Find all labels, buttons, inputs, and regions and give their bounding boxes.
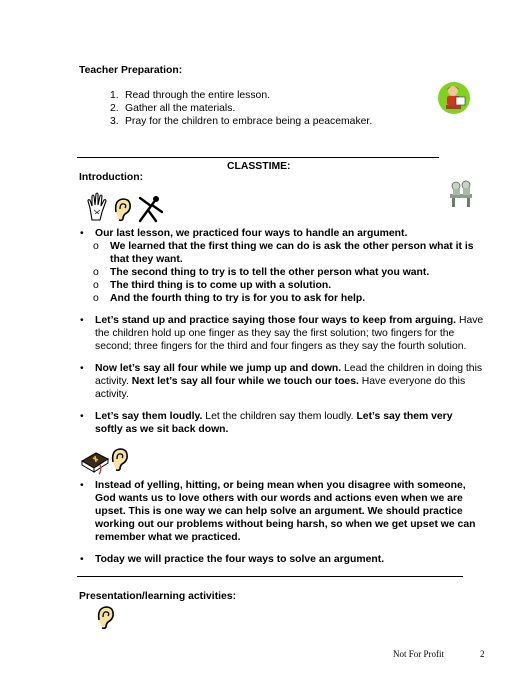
- bold-text: Let’s say them very: [356, 411, 453, 422]
- bold-text: We should practice: [364, 506, 463, 517]
- bullet-marker: •: [80, 411, 84, 422]
- sub-bullet-1-line-2: that they want.: [110, 254, 183, 265]
- sub-bullet-1-line-1: We learned that the first thing we can do is ask the other person what it is: [110, 241, 474, 252]
- ear-icon-3: [94, 604, 116, 630]
- body-text: Lead the children in doing this: [341, 363, 483, 374]
- prep-step-3: [110, 115, 373, 128]
- hand-icon: [86, 192, 108, 222]
- stretching-person-icon: [134, 194, 166, 224]
- bold-text: Let’s say them loudly.: [95, 411, 203, 422]
- sub-bullet-marker: o: [93, 241, 99, 252]
- intro-bullet-5-line-4: working out our problems without being harsh, so when we get upset we can: [95, 519, 476, 530]
- sub-bullet-marker: o: [93, 293, 99, 304]
- intro-bullet-5-line-1: Instead of yelling, hitting, or being mean when you disagree with someone,: [95, 480, 466, 491]
- sub-bullet-2: The second thing to try is to tell the other person what you want.: [110, 267, 430, 278]
- prep-step-number: 2.: [110, 103, 119, 114]
- bold-text: upset.: [95, 506, 129, 517]
- intro-bullet-5-line-2: God wants us to love others with our words and actions even when we are: [95, 493, 463, 504]
- bold-text: This is one way we can help solve an argument.: [128, 506, 365, 517]
- presentation-heading: Presentation/learning activities:: [79, 591, 237, 602]
- bold-text: Let’s stand up and practice saying those four ways to keep from arguing.: [95, 315, 457, 326]
- prep-step-number: 1.: [110, 90, 119, 101]
- sub-bullet-4: And the fourth thing to try is for you to ask for help.: [110, 293, 366, 304]
- prep-step-1: [110, 89, 270, 102]
- intro-bullet-1: Our last lesson, we practiced four ways to handle an argument.: [95, 228, 408, 239]
- introduction-heading: Introduction:: [79, 172, 144, 183]
- body-text: activity.: [95, 376, 132, 387]
- footer-label: Not For Profit: [393, 649, 445, 659]
- prep-step-number: 3.: [110, 116, 119, 127]
- body-text: Have: [456, 315, 484, 326]
- kids-desk-icon: [446, 180, 476, 208]
- intro-bullet-3-line-3: activity.: [95, 389, 129, 400]
- intro-bullet-3-line-2: [95, 375, 465, 388]
- body-text: Have everyone do this: [358, 376, 466, 387]
- bullet-marker: •: [80, 554, 84, 565]
- intro-bullet-6: Today we will practice the four ways to solve an argument.: [95, 554, 385, 565]
- prep-step-text: Pray for the children to embrace being a peacemaker.: [125, 116, 373, 127]
- intro-bullet-4-line-1: [95, 410, 453, 423]
- classtime-title: CLASSTIME:: [227, 161, 291, 172]
- intro-bullet-2-line-1: [95, 314, 483, 327]
- teacher-prep-heading: Teacher Preparation:: [79, 65, 183, 76]
- page-number: 2: [480, 649, 485, 659]
- intro-bullet-2-line-2: the children hold up one finger as they say the first solution; two fingers for the: [95, 328, 455, 339]
- intro-bullet-4-line-2: softly as we sit back down.: [95, 424, 229, 435]
- prep-step-text: Read through the entire lesson.: [125, 90, 270, 101]
- bold-text: Next let’s say all four while we touch our toes.: [131, 376, 359, 387]
- prep-step-text: Gather all the materials.: [125, 103, 236, 114]
- section-divider: [77, 157, 439, 158]
- sub-bullet-marker: o: [93, 280, 99, 291]
- bullet-marker: •: [80, 480, 84, 491]
- intro-bullet-5-line-3: [95, 505, 463, 518]
- intro-bullet-3-line-1: [95, 362, 482, 375]
- bold-text: Now let’s say all four while we jump up and down.: [95, 363, 342, 374]
- ear-icon: [111, 196, 133, 222]
- sub-bullet-3: The third thing is to come up with a solution.: [110, 280, 332, 291]
- sub-bullet-marker: o: [93, 267, 99, 278]
- section-divider: [77, 576, 463, 577]
- bible-icon: [80, 447, 110, 475]
- bullet-marker: •: [80, 363, 84, 374]
- bullet-marker: •: [80, 228, 84, 239]
- girl-reading-icon: [436, 80, 472, 116]
- bullet-marker: •: [80, 315, 84, 326]
- intro-bullet-5-line-5: remember what we practiced.: [95, 532, 241, 543]
- ear-icon-2: [108, 446, 130, 472]
- body-text: Let the children say them loudly.: [202, 411, 357, 422]
- intro-bullet-2-line-3: second; three fingers for the third and four fingers as they say the fourth solution.: [95, 341, 467, 352]
- prep-step-2: [110, 102, 236, 115]
